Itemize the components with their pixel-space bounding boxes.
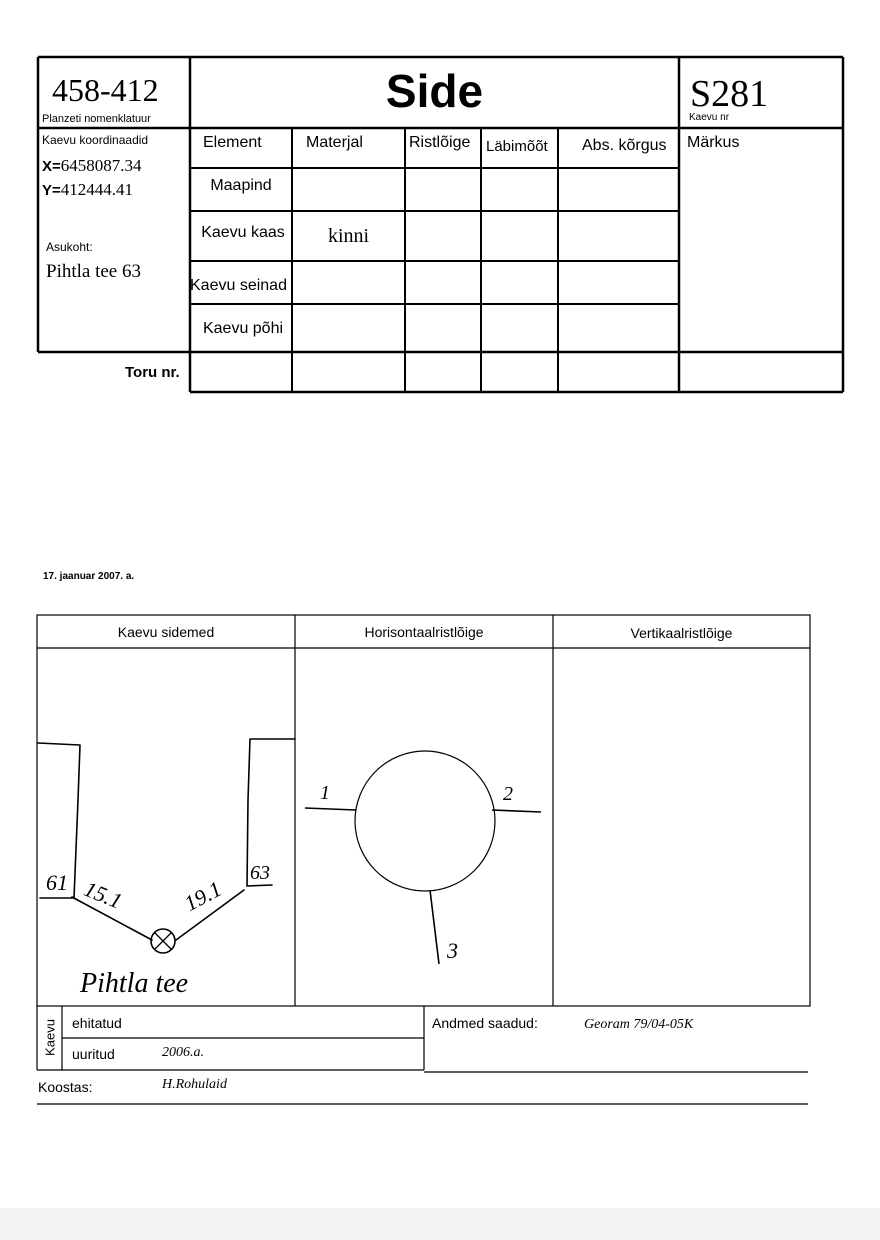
sketch-label-61: 61 — [46, 870, 68, 895]
compiled-by-value: H.Rohulaid — [162, 1077, 227, 1092]
well-number-label: Kaevu nr — [689, 112, 730, 123]
row-label-bottom: Kaevu põhi — [202, 320, 284, 337]
sketch-pipe-2: 2 — [503, 783, 513, 805]
col-header-material: Materjal — [306, 134, 363, 151]
footer-vertical-label: Kaevu — [42, 1019, 58, 1056]
location-label: Asukoht: — [46, 240, 93, 254]
sketch-street-name: Pihtla tee — [80, 968, 189, 999]
location-value: Pihtla tee 63 — [46, 261, 141, 282]
col-header-element: Element — [203, 134, 262, 151]
row-label-ground: Maapind — [210, 177, 272, 194]
surveyed-value: 2006.a. — [162, 1045, 204, 1060]
data-source-value: Georam 79/04-05K — [584, 1017, 694, 1032]
coordinate-x-label: X= — [42, 158, 61, 175]
surveyed-label: uuritud — [72, 1046, 115, 1062]
col-header-diameter: Läbimõõt — [486, 138, 548, 155]
connections-sketch — [38, 739, 295, 953]
col-header-cross-section: Ristlõige — [409, 134, 471, 151]
built-label: ehitatud — [72, 1015, 122, 1031]
sketch-distance-2: 19.1 — [180, 875, 226, 917]
document-date: 17. jaanuar 2007. a. — [43, 571, 135, 582]
col-header-elevation: Abs. kõrgus — [582, 137, 667, 154]
sketch-pipe-1: 1 — [320, 782, 330, 804]
page-title: Side — [385, 65, 484, 117]
cover-material-value: kinni — [327, 225, 370, 247]
coordinate-y — [42, 180, 133, 200]
row-label-walls: Kaevu seinad — [190, 277, 287, 294]
coordinate-y-label: Y= — [42, 182, 61, 199]
well-number-value: S281 — [690, 73, 769, 115]
panel-title-connections: Kaevu sidemed — [117, 624, 215, 640]
panel-title-horizontal: Horisontaalristlõige — [364, 624, 484, 640]
sketch-distance-1: 15.1 — [80, 876, 126, 914]
pipe-number-label: Toru nr. — [125, 364, 180, 381]
nomenclature-value: 458-412 — [52, 72, 159, 108]
nomenclature-label: Planzeti nomenklatuur — [42, 113, 151, 125]
page-bottom-strip — [0, 1208, 880, 1240]
coordinates-label: Kaevu koordinaadid — [42, 133, 149, 147]
coordinate-x-value: 6458087.34 — [60, 156, 142, 175]
compiled-by-label: Koostas: — [38, 1079, 93, 1095]
sketch-label-63: 63 — [250, 862, 270, 884]
panel-title-vertical: Vertikaalristlõige — [630, 625, 733, 641]
data-source-label: Andmed saadud: — [432, 1015, 538, 1031]
coordinate-x — [42, 156, 142, 176]
sketch-pipe-3: 3 — [447, 938, 458, 963]
coordinate-y-value: 412444.41 — [60, 180, 134, 199]
row-label-cover: Kaevu kaas — [201, 224, 285, 241]
col-header-remarks: Märkus — [687, 134, 740, 151]
